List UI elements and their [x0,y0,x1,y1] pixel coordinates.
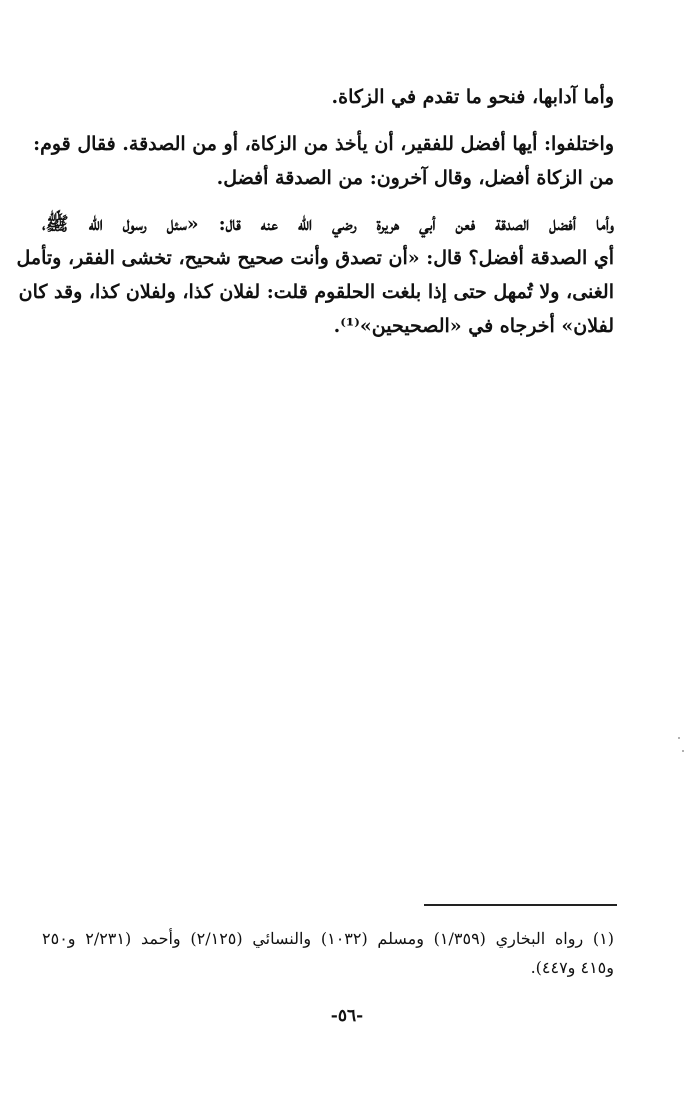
footnote-separator [424,904,617,906]
paragraph-3-line-2: أي الصدقة أفضل؟ قال: «أن تصدق وأنت صحيح شحيح، تخشى الفقر، وتأمل [16,247,614,269]
paragraph-2-line-2: من الزكاة أفضل، وقال آخرون: من الصدقة أفضل. [216,167,614,189]
paragraph-3-line-3: الغنى، ولا تُمهل حتى إذا بلغت الحلقوم قلت: لفلان كذا، ولفلان كذا، وقد كان [18,281,614,303]
footnote-line-2: و٤١٥ و٤٤٧). [530,958,614,977]
paragraph-3-line-1: وأما أفضل الصدقة فعن أبي هريرة رضي الله عنه قال: «سئل رسول الله ﷺ، [42,213,614,235]
paragraph-1-line-1: وأما آدابها، فنحو ما تقدم في الزكاة. [331,86,614,108]
scan-speck [682,750,684,752]
scan-speck [678,737,680,739]
paragraph-2-line-1: واختلفوا: أيها أفضل للفقير، أن يأخذ من الزكاة، أو من الصدقة. فقال قوم: [33,133,614,155]
page-number: -٥٦- [330,1006,364,1026]
footnote-line-1: (١) رواه البخاري (١/٣٥٩) ومسلم (١٠٣٢) والنسائي (٢/١٢٥) وأحمد (٢/٢٣١ و٢٥٠ [42,929,614,948]
paragraph-3-line-4: لفلان» أخرجاه في «الصحيحين»⁽¹⁾. [333,315,614,337]
